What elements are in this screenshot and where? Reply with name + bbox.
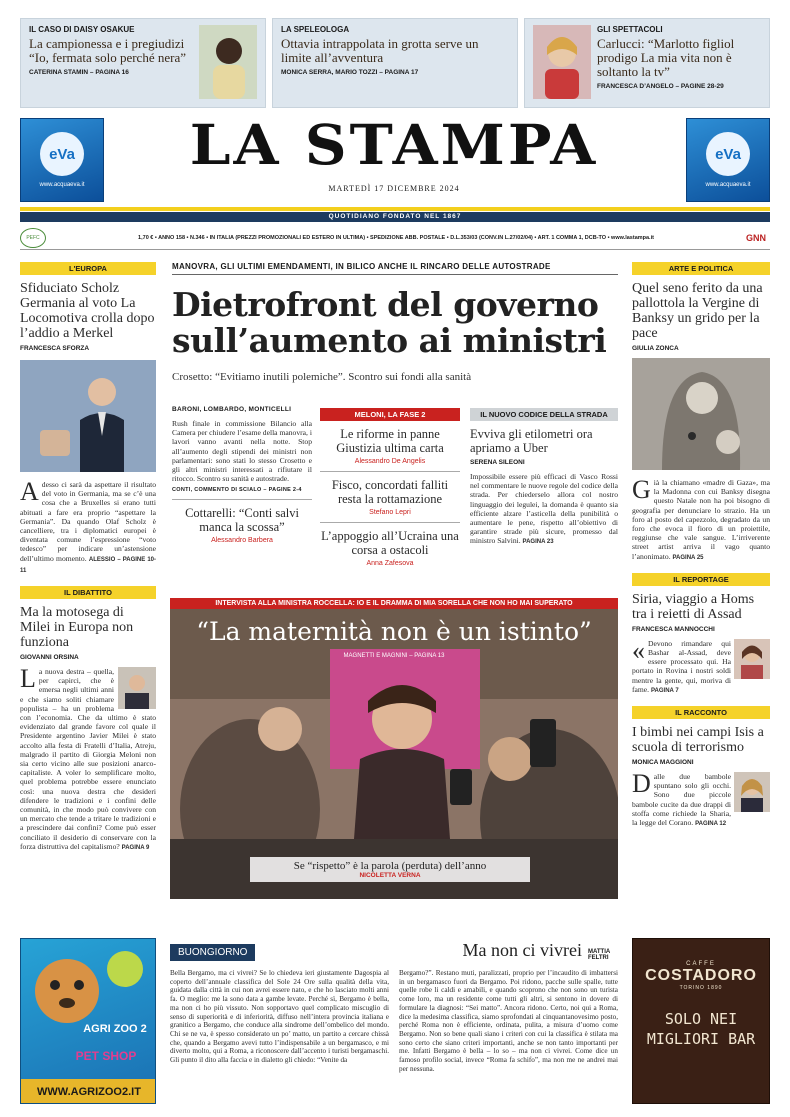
caption-text: Se “rispetto” è la parola (perduta) dell’anno xyxy=(293,860,487,872)
lead-subhead: Crosetto: “Evitiamo inutili polemiche”. Scontro sui fondi alla sanità xyxy=(172,371,472,383)
article-body: « Devono rimandare qui Bashar al-Assad, deve essere processato qui. Ha portato in Rovina i nostri soldi mentre la gente, qui, moriva di fame. PAGINA 7 xyxy=(632,639,770,696)
article-body: Impossibile essere più efficaci di Vasco Rossi nel commentare le nuove regole del codice della strada. Per chiederselo allora col nostro linguaggio dei legulei, la domanda è quanto sia efficiente alzare l’asticella della punibilità o aumentare le pene, rispetto all’obiettivo di garantire strade più sicure, promesso dal ministro Salvini. PAGINA 23 xyxy=(470,472,618,546)
article-body: D alle due bambole spuntano solo gli occhi. Sono due piccole bambole cucite da due drappi di stoffa come richiede la Sharia, la legge del Corano. PAGINA 12 xyxy=(632,772,770,829)
ad-title: AGRI ZOO 2 xyxy=(83,1023,147,1035)
lead-headline[interactable]: Dietrofront del governo sull’aumento ai ministri xyxy=(172,285,607,360)
divider-yellow xyxy=(20,207,770,211)
maggioni-photo xyxy=(734,772,770,812)
teaser-photo xyxy=(533,25,591,99)
photo-caption[interactable] xyxy=(250,857,530,882)
byline: FRANCESCA MANNOCCHI xyxy=(632,625,715,633)
byline: SERENA SILEONI xyxy=(470,459,525,466)
ad-url: www.acquaeva.it xyxy=(705,182,751,188)
article-body: G ià la chiamano «madre di Gaza», ma la Madonna con cui Banksy disegna questo Natale non ha poi bisogno di geografia per denunciare lo strazio. Ha un foro al posto del capezzolo, degradato da un foro che evoca il fioro di un proiettile, reggiunse che vale sangue. L’irriverente street artist arriva il vago quanto l’anonimato. PAGINA 25 xyxy=(632,475,770,561)
teaser-byline: FRANCESCA D’ANGELO – PAGINE 28-29 xyxy=(597,83,724,90)
caption-byline: NICOLETTA VERNA xyxy=(359,872,421,879)
mannocchi-photo xyxy=(734,639,770,679)
teaser-headline: Carlucci: “Marlotto figliol prodigo La mia vita non è soltanto la tv” xyxy=(597,36,735,79)
feature-bar: INTERVISTA ALLA MINISTRA ROCCELLA: IO E IL DRAMMA DI MIA SORELLA CHE NON HO MAI SUPERATO xyxy=(170,598,618,609)
dropcap: G xyxy=(632,475,651,504)
left-column xyxy=(20,262,156,853)
dropcap: D xyxy=(632,769,651,799)
top-teasers xyxy=(20,18,770,108)
scholz-photo xyxy=(20,360,156,472)
byline: Anna Zafesova xyxy=(366,560,414,567)
byline: GIULIA ZONCA xyxy=(632,345,679,352)
crowd-photo[interactable] xyxy=(170,609,618,899)
section-label: IL RACCONTO xyxy=(632,706,770,719)
newspaper-front-page xyxy=(14,10,776,1110)
teaser-tag: LA SPELEOLOGA xyxy=(281,25,350,34)
ad-costadoro[interactable] xyxy=(632,938,770,1104)
ad-agrizoo[interactable] xyxy=(20,938,156,1104)
column-label: BUONGIORNO xyxy=(170,944,255,961)
article-body: A desso ci sarà da aspettare il risultato del voto in Germania, ma se c’è una cosa che a Bruxelles si erano tutti abituati a fare era proprio “aspettare la Germania”. Da quando Olaf Scholz è cancelliere, tra i diplomatici europei è diventata comune l’espressione “voto tedesco” per indicare un’astensione dell’ultimo momento. ALESSIO – PAGINE 10-11 xyxy=(20,477,156,574)
article-headline[interactable]: Siria, viaggio a Homs tra i reietti di Assad xyxy=(632,591,755,622)
article-headline[interactable]: L’appoggio all’Ucraina una corsa a ostacoli xyxy=(321,529,459,557)
masthead xyxy=(144,110,644,193)
byline: GIOVANNI ORSINA xyxy=(20,654,79,662)
teaser-osakue[interactable] xyxy=(20,18,266,108)
ad-sub: PET SHOP xyxy=(75,1049,137,1063)
article-headline[interactable]: Sfiduciato Scholz Germania al voto La Locomotiva crolla dopo l’addio a Merkel xyxy=(20,281,155,341)
teaser-photo xyxy=(199,25,257,99)
article-headline[interactable]: Fisco, concordati falliti resta la rottamazione xyxy=(331,478,449,506)
teaser-byline: CATERINA STAMIN – PAGINA 16 xyxy=(29,69,129,76)
article-body: L a nuova destra – quella, per capirci, che è emersa negli ultimi anni e che siamo soliti chiamare populista – ha un problema con l’economia. Che da ultimo è stato evidenziato dal grande favore col quale il Presidente argentino Javier Milei è stato accolto alla festa di Fratelli d’Italia, Atreju, malgrado il partito di Giorgia Meloni non sia certo vicino alle sue posizioni anarco-capitaliste. A voler lo semplificare molto, quel problema potrebbe essere enunciato così: una nuova destra che desideri difendere le tradizioni e i confini delle comunità, in che modo può convivere con un mercato che tende a tritare le tradizioni e a prescindere dai confini? Come può esser conciliato il desiderio di conservare con la forza distruttiva del capitalismo? PAGINA 9 xyxy=(20,664,156,851)
teaser-tag: GLI SPETTACOLI xyxy=(597,25,663,34)
section-label: MELONI, LA FASE 2 xyxy=(320,408,460,421)
cottarelli-headline[interactable]: Cottarelli: “Conti salvi manca la scossa” xyxy=(185,506,299,535)
ad-since: TORINO 1890 xyxy=(679,985,723,991)
agrizoo-art xyxy=(21,939,156,1104)
gnn-logo: GNN xyxy=(746,232,766,243)
section-label: ARTE E POLITICA xyxy=(632,262,770,275)
banksy-madonna-photo xyxy=(632,358,770,470)
roccella-feature xyxy=(170,598,618,899)
teaser-byline: MONICA SERRA, MARIO TOZZI – PAGINA 17 xyxy=(281,69,419,76)
meloni-column xyxy=(320,408,460,567)
byline: Alessandro Barbera xyxy=(211,537,273,545)
issue-date: MARTEDÌ 17 DICEMBRE 2024 xyxy=(328,184,460,193)
teaser-headline: Ottavia intrappolata in grotta serve un limite all’avventura xyxy=(281,36,479,65)
codice-column xyxy=(470,408,618,548)
lead-story xyxy=(172,262,618,383)
ad-eva-left[interactable] xyxy=(20,118,104,202)
teaser-headline: La campionessa e i pregiudizi “Io, fermata solo perché nera” xyxy=(29,36,186,65)
column-headline[interactable]: Ma non ci vivrei xyxy=(462,940,582,960)
ad-eva-right[interactable] xyxy=(686,118,770,202)
teaser-speleologa[interactable] xyxy=(272,18,518,108)
dropcap: « xyxy=(632,635,645,665)
ad-pre: CAFFE xyxy=(686,961,716,967)
dropcap: L xyxy=(20,664,36,694)
section-label: L'EUROPA xyxy=(20,262,156,275)
ad-brand: COSTADORO xyxy=(645,967,757,984)
ad-slogan: SOLO NEI MIGLIORI BAR xyxy=(646,1010,756,1048)
orsina-photo xyxy=(118,667,156,709)
pefc-logo-icon: PEFC xyxy=(20,228,46,248)
newspaper-logo[interactable]: LA STAMPA xyxy=(189,112,599,178)
lead-kicker: MANOVRA, GLI ULTIMI EMENDAMENTI, IN BILICO ANCHE IL RINCARO DELLE AUTOSTRADE xyxy=(172,262,551,271)
lead-body: Rush finale in commissione Bilancio alla Camera per chiudere l’esame della manovra, i lavori vanno avanti nella notte. Stop all’aumento degli stipendi dei ministri non parlamentari: sono stati lo stesso Crosetto e gli altri ministri interessati a rifiutare il ritocco. Scontro su sanità e autostrade. xyxy=(172,419,312,484)
byline: MONICA MAGGIONI xyxy=(632,759,694,767)
byline: Stefano Lepri xyxy=(369,509,411,516)
section-label: IL NUOVO CODICE DELLA STRADA xyxy=(470,408,618,421)
ad-url: WWW.AGRIZOO2.IT xyxy=(37,1086,141,1098)
article-headline[interactable]: Quel seno ferito da una pallottola la Vergine di Banksy un grido per la pace xyxy=(632,281,763,341)
column-author: MATTIA FELTRI xyxy=(588,949,610,961)
info-bar xyxy=(20,226,770,250)
lead-body-column xyxy=(172,406,312,544)
article-headline[interactable]: Ma la motosega di Milei in Europa non funziona xyxy=(20,605,134,651)
article-headline[interactable]: I bimbi nei campi Isis a scuola di terrorismo xyxy=(632,725,764,756)
right-column xyxy=(632,262,770,829)
pull-quote[interactable]: “La maternità non è un istinto” xyxy=(196,617,592,646)
quote-ref: MAGNETTI E MAGNINI – PAGINA 13 xyxy=(343,653,445,659)
buongiorno-column xyxy=(170,940,618,1073)
water-drop-icon: eVa xyxy=(706,132,750,176)
article-headline[interactable]: Evviva gli etilometri ora apriamo a Uber xyxy=(470,427,593,455)
section-label: IL REPORTAGE xyxy=(632,573,770,586)
column-body-left: Bella Bergamo, ma ci vivrei? Se lo chiedeva ieri giustamente Dagospia al coperto dell’annuale classifica del Sole 24 Ore sulla qualità della vita, guidata dalla città in cui non avrei essere nato, e che ho lasciato molti anni fa. O meglio: me la sono data a gambe levate. Perché sì, Bergamo è bella, ma non ci ho più vissuto. Non sopportavo quel complicato miscuglio di senso di superiorità e di inferiorità, diffuso nell’intera provincia italiana e granitico a Bergamo, che conduce alla sindrome dell’ombelico del mondo. Chi se ne va, è spesso considerato un po’ matto, un partito a cercare chissà che, quando a Bergamo avevi tutto l’indispensabile a un bergamasco, e mi diverto molto, qui a Roma, a riconoscere dall’accento i turisti bergamaschi. Gli punto il dito alla faccia e in dialetto gli chiedo: “Venite da xyxy=(170,969,389,1065)
byline: FRANCESCA SFORZA xyxy=(20,345,90,352)
section-label: IL DIBATTITO xyxy=(20,586,156,599)
article-headline[interactable]: Le riforme in panne Giustizia ultima carta xyxy=(336,427,444,455)
teaser-tag: IL CASO DI DAISY OSAKUE xyxy=(29,25,135,34)
lead-ref[interactable]: CONTI, COMMENTO DI SCIALO – PAGINE 2-4 xyxy=(172,487,302,494)
teaser-carlucci[interactable] xyxy=(524,18,770,108)
byline: Alessandro De Angelis xyxy=(354,458,426,465)
water-drop-icon: eVa xyxy=(40,132,84,176)
dropcap: A xyxy=(20,477,39,506)
legal-info: 1,70 € • ANNO 158 • N.346 • IN ITALIA (PREZZI PROMOZIONALI ED ESTERO IN ULTIMA) • SPEDIZIONE ABB. POSTALE • D.L.353/03 (CONV.IN L.27/02/04) • ART. 1 COMMA 1, DCB-TO • www.lastampa.it xyxy=(138,234,654,241)
founded-bar: QUOTIDIANO FONDATO NEL 1867 xyxy=(20,212,770,222)
ad-url: www.acquaeva.it xyxy=(39,182,85,188)
lead-bylines: BARONI, LOMBARDO, MONTICELLI xyxy=(172,406,292,413)
column-body-right: Bergamo?”. Restano muti, paralizzati, proprio per l’incaudito di imbattersi in un bergamasco fuori da Bergamo. Poi ridono, pacche sulle spalle, tutte quelle robe li caldi e amabili, e quando scoprono che non sono un turista come loro, ma un residente come tutti gli altri, si sentono in dovere di formulare la diagnosi: “Sei matto”. Ancora ridono. Certo, noi qui a Roma, dice la medesima classifica, siamo sprofondati al cinquantanovesimo posto, perché Roma non è efficiente, ordinata, pulita, a misura d’uomo come Bergamo. Non so bene quali siano i criteri con cui la classifica è stilata ma sono certo che siano criteri importanti, anche se non tanto importanti per me. Infatti Bergamo è bella – lo so – ma non ci vivrei. Come dice un famoso profilo social, invece “Roma fa schifo”, ma non me ne andrei mai per nessuna. xyxy=(399,969,618,1073)
